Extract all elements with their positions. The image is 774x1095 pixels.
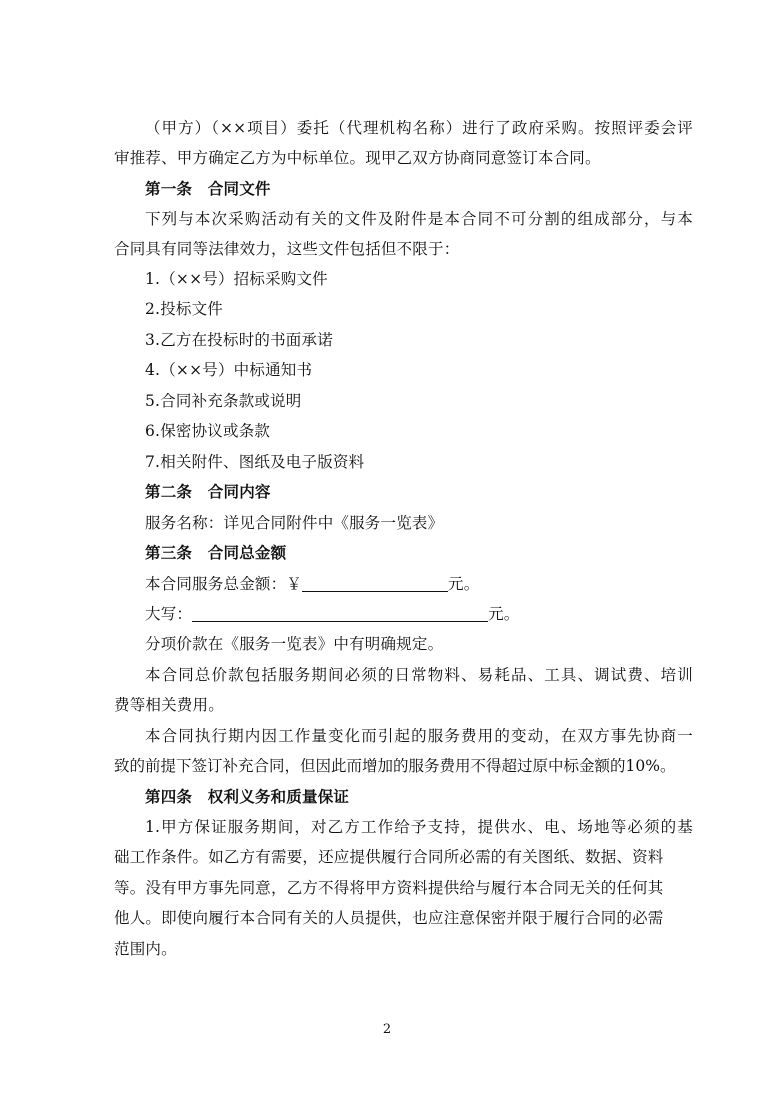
service-name-line: 服务名称：详见合同附件中《服务一览表》 <box>145 514 444 532</box>
article-4-p1-line-3: 等。没有甲方事先同意，乙方不得将甲方资料提供给与履行本合同无关的任何其 <box>114 879 664 897</box>
article-3-para-2-line-1: 本合同总价款包括服务期间必须的日常物料、易耗品、工具、调试费、培训 <box>145 666 693 684</box>
intro-line-2: 审推荐、甲方确定乙方为中标单位。现甲乙双方协商同意签订本合同。 <box>114 149 601 167</box>
itemized-price-line: 分项价款在《服务一览表》中有明确规定。 <box>145 635 444 653</box>
article-4-heading: 第四条 权利义务和质量保证 <box>145 787 350 806</box>
capital-amount-suffix: 元。 <box>488 605 520 623</box>
page-number: 2 <box>382 1022 392 1037</box>
total-amount-suffix: 元。 <box>448 575 480 593</box>
list-item: 2.投标文件 <box>145 300 223 318</box>
article-4-p1-line-2: 础工作条件。如乙方有需要，还应提供履行合同所必需的有关图纸、数据、资料 <box>114 848 664 866</box>
list-item: 6.保密协议或条款 <box>145 422 271 440</box>
capital-amount-blank <box>192 605 488 622</box>
article-3-para-3-line-2: 致的前提下签订补充合同，但因此而增加的服务费用不得超过原中标金额的10%。 <box>114 757 676 775</box>
capital-amount-label: 大写： <box>145 605 193 623</box>
list-item: 1.（××号）招标采购文件 <box>145 270 328 288</box>
article-4-p1-line-5: 范围内。 <box>114 940 177 958</box>
article-4-p1-line-4: 他人。即使向履行本合同有关的人员提供，也应注意保密并限于履行合同的必需 <box>114 909 664 927</box>
article-4-p1-line-1: 1.甲方保证服务期间，对乙方工作给予支持，提供水、电、场地等必须的基 <box>145 818 693 836</box>
article-1-para-line-2: 合同具有同等法律效力，这些文件包括但不限于： <box>114 240 460 258</box>
total-amount-line <box>145 574 693 594</box>
capital-amount-line <box>145 604 693 624</box>
article-3-para-3-line-1: 本合同执行期内因工作量变化而引起的服务费用的变动，在双方事先协商一 <box>145 727 693 745</box>
article-1-heading: 第一条 合同文件 <box>145 179 271 198</box>
list-item: 4.（××号）中标通知书 <box>145 361 313 379</box>
article-2-heading: 第二条 合同内容 <box>145 482 271 501</box>
article-3-para-2-line-2: 费等相关费用。 <box>114 696 224 714</box>
list-item: 5.合同补充条款或说明 <box>145 392 302 410</box>
total-amount-label: 本合同服务总金额：￥ <box>145 575 303 593</box>
article-1-para-line-1: 下列与本次采购活动有关的文件及附件是本合同不可分割的组成部分，与本 <box>145 210 693 228</box>
list-item: 7.相关附件、图纸及电子版资料 <box>145 453 365 471</box>
intro-line-1: （甲方）（××项目）委托（代理机构名称）进行了政府采购。按照评委会评 <box>145 119 693 137</box>
list-item: 3.乙方在投标时的书面承诺 <box>145 331 333 349</box>
article-3-heading: 第三条 合同总金额 <box>145 543 287 562</box>
total-amount-blank <box>302 575 448 592</box>
